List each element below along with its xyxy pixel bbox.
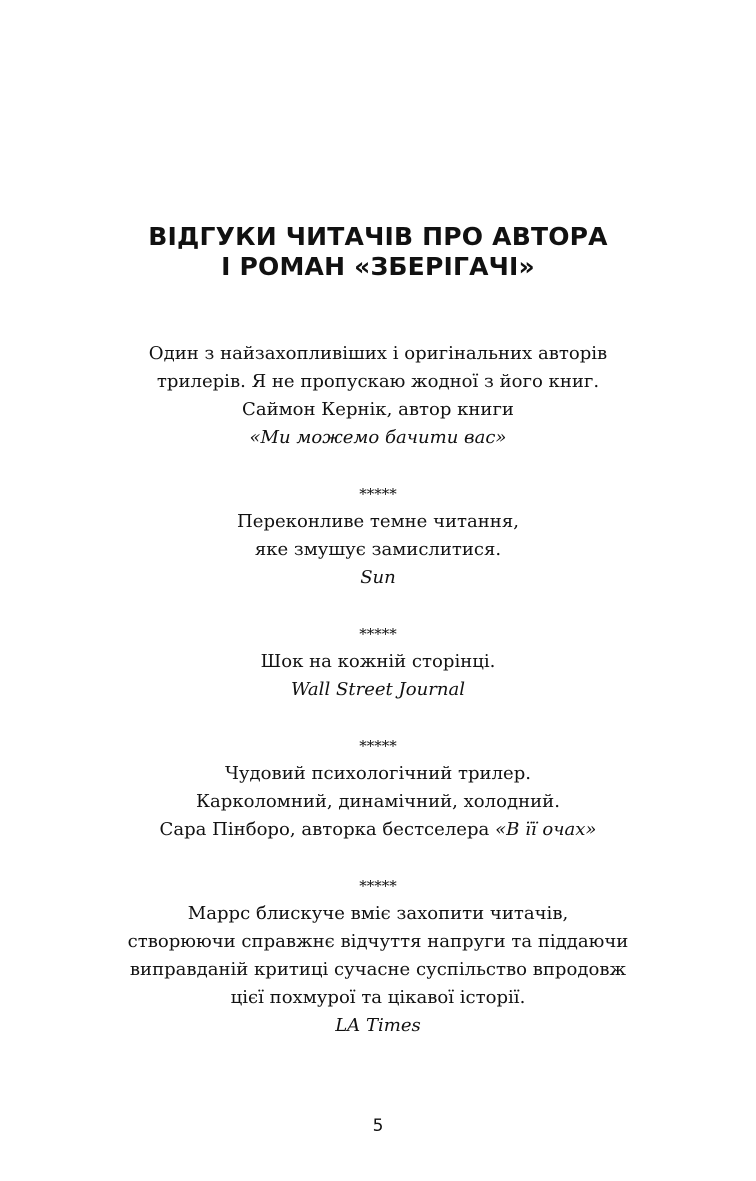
- page-number: 5: [372, 1116, 384, 1136]
- separator: *****: [359, 877, 397, 895]
- review-attribution-line: [0, 816, 756, 844]
- review-source: «В її очах»: [495, 819, 597, 840]
- review-text-line: Карколомний, динамічний, холодний.: [196, 791, 560, 812]
- review-source: Wall Street Journal: [290, 679, 466, 700]
- review-wsj: [0, 648, 756, 704]
- separator: *****: [359, 485, 397, 503]
- review-attribution: Сара Пінборо, авторка бестселера: [159, 819, 490, 840]
- page-title: [0, 222, 756, 282]
- review-source: LA Times: [335, 1015, 421, 1036]
- separator: *****: [359, 737, 397, 755]
- review-source: Sun: [360, 567, 396, 588]
- review-text-line: створюючи справжнє відчуття напруги та піддаючи: [127, 931, 629, 952]
- review-text-line: Маррс блискуче вміє захопити читачів,: [187, 903, 569, 924]
- review-attribution: Саймон Кернік, автор книги: [242, 399, 514, 420]
- title-line-2: І РОМАН «ЗБЕРІГАЧІ»: [221, 252, 535, 281]
- separator: *****: [359, 625, 397, 643]
- review-source: «Ми можемо бачити вас»: [249, 427, 507, 448]
- review-la-times: [0, 900, 756, 1040]
- review-text-line: виправданій критиці сучасне суспільство впродовж: [129, 959, 627, 980]
- review-text-line: яке змушує замислитися.: [254, 539, 502, 560]
- review-text-line: цієї похмурої та цікавої історії.: [230, 987, 526, 1008]
- review-text-line: Шок на кожній сторінці.: [260, 651, 496, 672]
- review-text-line: Один з найзахопливіших і оригінальних авторів: [148, 343, 608, 364]
- review-pinborough: [0, 760, 756, 844]
- review-sun: [0, 508, 756, 592]
- review-text-line: Переконливе темне читання,: [237, 511, 519, 532]
- review-kernick: [0, 340, 756, 452]
- review-text-line: трилерів. Я не пропускаю жодної з його книг.: [156, 371, 600, 392]
- review-text-line: Чудовий психологічний трилер.: [224, 763, 531, 784]
- title-line-1: ВІДГУКИ ЧИТАЧІВ ПРО АВТОРА: [148, 222, 608, 251]
- reviews-list: [0, 340, 756, 1040]
